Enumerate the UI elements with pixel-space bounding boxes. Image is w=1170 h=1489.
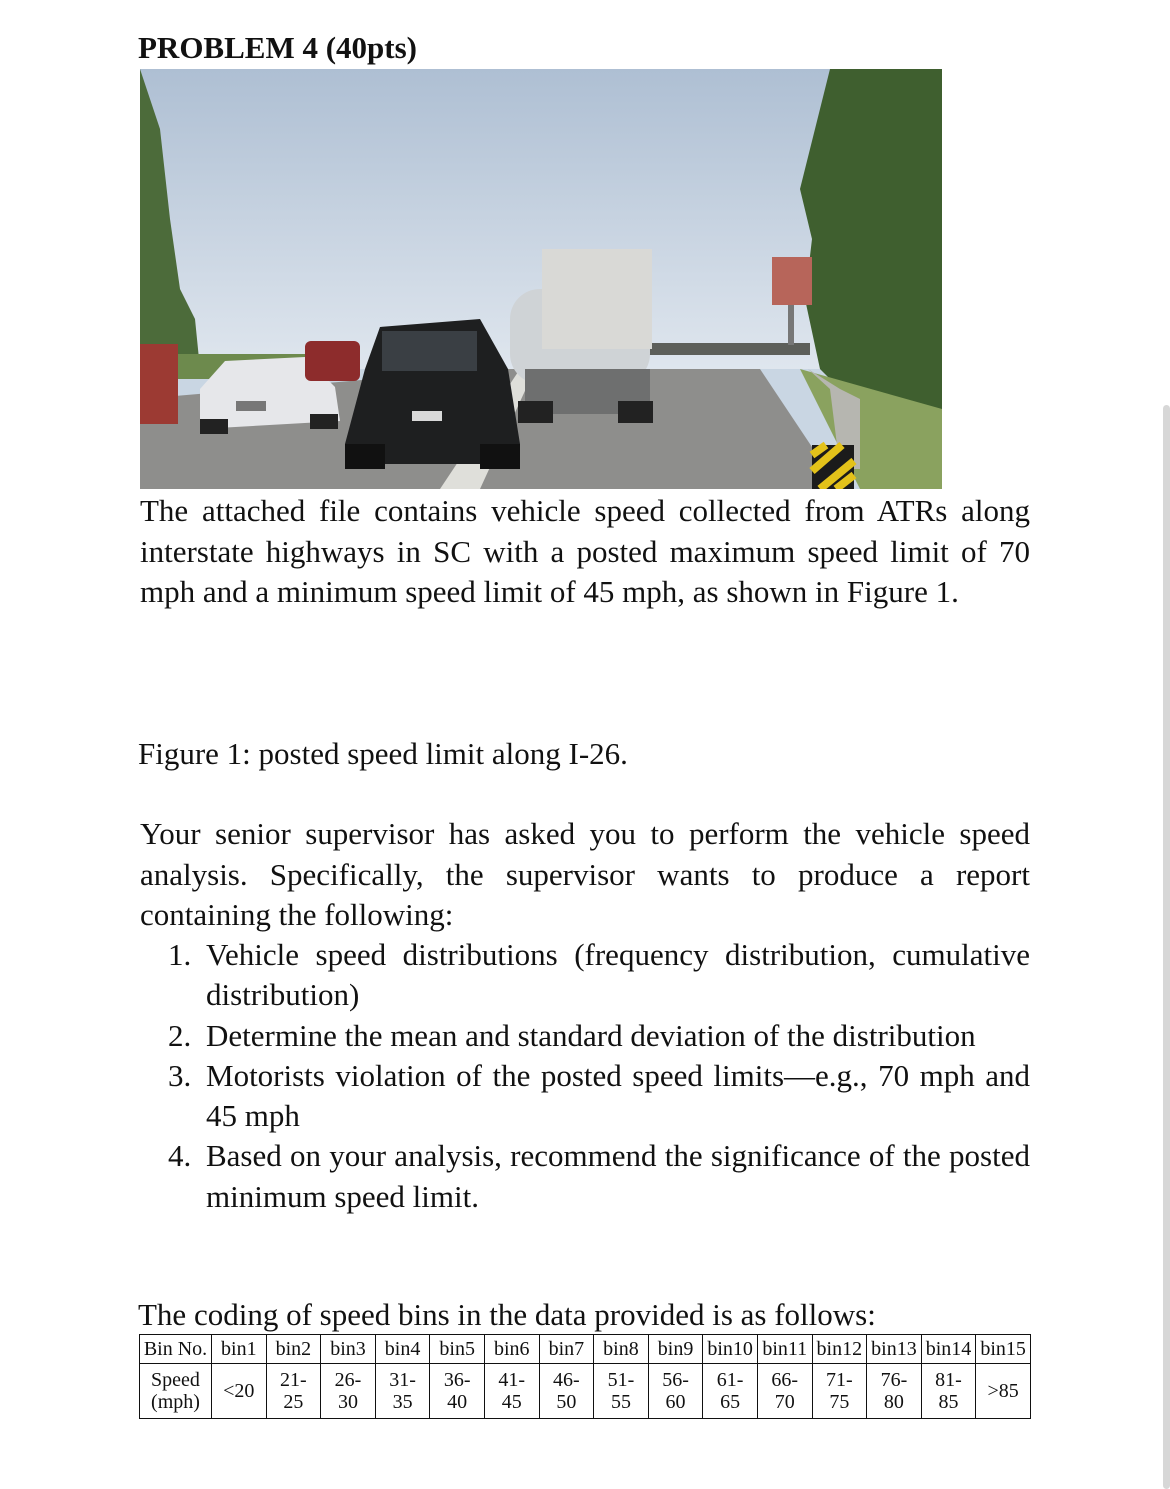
bin-cell: bin10 [703,1335,758,1364]
task-text: Motorists violation of the posted speed limits—e.g., 70 mph and 45 mph [206,1057,1030,1134]
bin-cell: bin4 [375,1335,430,1364]
task-item [168,1016,1030,1056]
task-number: 2. [168,1017,192,1053]
task-list [168,935,1030,1217]
bin-cell: bin7 [539,1335,594,1364]
task-item [168,1056,1030,1137]
speed-cell: 31- 35 [375,1364,430,1419]
bin-cell: bin8 [594,1335,649,1364]
speed-cell: 66- 70 [757,1364,812,1419]
figure-caption: Figure 1: posted speed limit along I-26. [138,736,628,771]
row-header: Bin No. [140,1335,212,1364]
bin-cell: bin14 [921,1335,976,1364]
coding-intro: The coding of speed bins in the data provided is as follows: [138,1297,876,1332]
task-number: 3. [168,1057,192,1093]
row-header: Speed (mph) [140,1364,212,1419]
task-text: Determine the mean and standard deviation of the distribution [206,1017,976,1053]
scrollbar[interactable] [1163,405,1170,1489]
speed-cell: 26- 30 [321,1364,376,1419]
bin-cell: bin2 [266,1335,321,1364]
bin-cell: bin3 [321,1335,376,1364]
bin-cell: bin12 [812,1335,867,1364]
bin-cell: bin11 [757,1335,812,1364]
red-car [305,341,360,381]
bin-number-row [140,1335,1031,1364]
speed-cell: 21- 25 [266,1364,321,1419]
bin-cell: bin13 [867,1335,922,1364]
speed-cell: 56- 60 [648,1364,703,1419]
bin-cell: bin5 [430,1335,485,1364]
speed-cell: <20 [212,1364,267,1419]
speed-row [140,1364,1031,1419]
bin-cell: bin15 [976,1335,1031,1364]
intro-paragraph: The attached file contains vehicle speed collected from ATRs along interstate highways in SC with a posted maximum speed limit of 70 mph and a minimum speed limit of 45 mph, as shown in Figure 1. [140,493,1030,609]
speed-cell: 46- 50 [539,1364,594,1419]
red-truck-edge [140,344,178,424]
task-text: Vehicle speed distributions (frequency distribution, cumulative distribution) [206,937,1030,1013]
speed-cell: 51- 55 [594,1364,649,1419]
speed-cell: >85 [976,1364,1031,1419]
speed-cell: 36- 40 [430,1364,485,1419]
speed-cell: 41- 45 [484,1364,539,1419]
billboard [772,257,812,305]
speed-cell: 81- 85 [921,1364,976,1419]
problem-title: PROBLEM 4 (40pts) [138,30,417,65]
task-item [168,935,1030,1016]
bin-cell: bin1 [212,1335,267,1364]
supervisor-request: Your senior supervisor has asked you to perform the vehicle speed analysis. Specifically, the supervisor wants to produce a report containing the following: [140,816,1030,932]
task-number: 4. [168,1138,192,1174]
bin-cell: bin6 [484,1335,539,1364]
task-number: 1. [168,937,192,972]
speed-cell: 71- 75 [812,1364,867,1419]
task-text: Based on your analysis, recommend the significance of the posted minimum speed limit. [206,1138,1030,1214]
speed-cell: 61- 65 [703,1364,758,1419]
speed-bin-table [139,1334,1031,1419]
speed-cell: 76- 80 [867,1364,922,1419]
task-item [168,1136,1030,1217]
highway-photo [140,69,942,489]
bin-cell: bin9 [648,1335,703,1364]
